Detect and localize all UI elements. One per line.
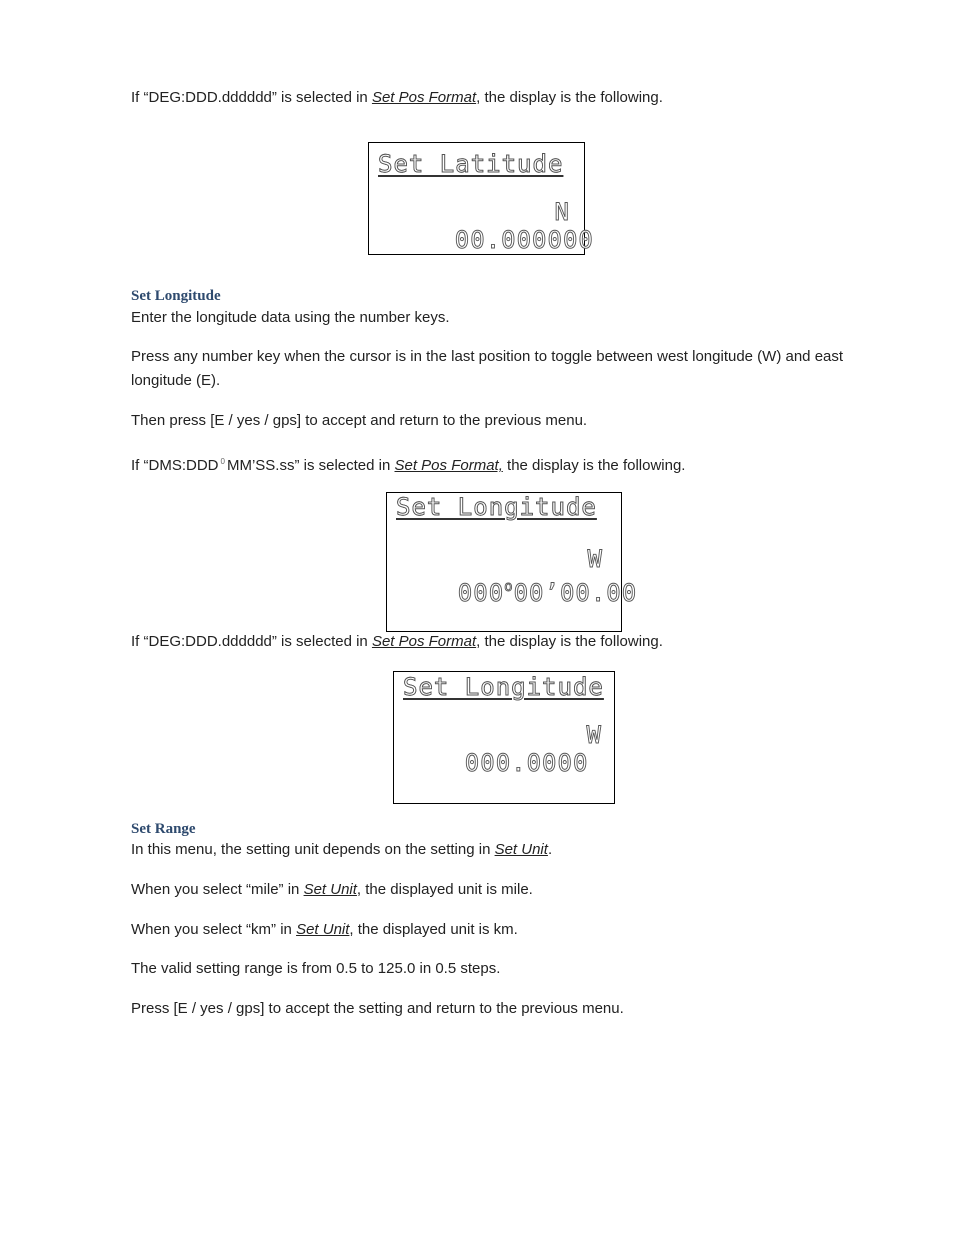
lcd-direction: N [554,198,570,226]
lcd-title: Set Longitude [403,673,604,701]
lcd-display-longitude-deg [393,671,615,804]
text: , the display is the following. [476,89,663,106]
set-pos-format-reference: Set Pos Format [371,89,477,106]
degree-symbol: 0 [220,457,225,466]
paragraph-valid-range: The valid setting range is from 0.5 to 125.0 in 0.5 steps. [131,960,501,977]
text: , the display is the following. [476,633,663,650]
lcd-title: Set Latitude [378,150,564,178]
paragraph-km-unit [131,918,518,942]
lcd-direction: W [586,721,602,749]
text: , the displayed unit is km. [349,921,518,938]
paragraph-longitude-entry: Enter the longitude data using the number keys. [131,309,450,326]
heading-set-longitude: Set Longitude [131,288,221,304]
lcd-direction: W [587,545,603,573]
text: When you select “km” in [131,921,297,938]
paragraph-mile-unit [131,878,533,902]
text: MM’SS.ss” is selected in [226,457,395,474]
lcd-title: Set Longitude [396,493,597,521]
text: . [547,841,553,858]
text: If “DMS:DDD [131,457,219,474]
text: In this menu, the setting unit depends on the setting in [131,841,495,858]
lcd-value: 00.000000 [454,226,594,254]
paragraph-accept-setting: Press [E / yes / gps] to accept the setting and return to the previous menu. [131,1000,624,1017]
set-unit-reference: Set Unit [494,841,548,858]
lcd-value-row [393,198,594,310]
lcd-minutes-seconds: 00’00.00 [513,579,638,607]
paragraph-accept: Then press [E / yes / gps] to accept and return to the previous menu. [131,412,588,429]
set-unit-reference: Set Unit [296,921,350,938]
text: When you select “mile” in [131,881,304,898]
lcd-value-row [403,721,602,833]
heading-set-range: Set Range [131,821,196,837]
paragraph-range-unit [131,838,552,862]
lcd-display-longitude-dms [386,492,638,632]
set-pos-format-reference: Set Pos Format, [394,457,503,474]
lcd-value: 000.0000 [464,749,589,777]
paragraph-format-dms [131,450,685,478]
paragraph-format-deg-latitude [131,86,663,110]
paragraph-format-deg-longitude [131,630,663,654]
set-unit-reference: Set Unit [303,881,357,898]
lcd-degrees: 000 [457,579,505,607]
lcd-display-latitude [368,142,594,255]
text: , the displayed unit is mile. [356,881,533,898]
text: If “DEG:DDD.dddddd” is selected in [131,89,372,106]
degree-symbol: o [504,579,514,595]
text: If “DEG:DDD.dddddd” is selected in [131,633,372,650]
paragraph-toggle-direction: Press any number key when the cursor is in the last position to toggle between west longitude (W) and east longitude (E). [131,348,844,389]
set-pos-format-reference: Set Pos Format [371,633,477,650]
text: the display is the following. [502,457,686,474]
